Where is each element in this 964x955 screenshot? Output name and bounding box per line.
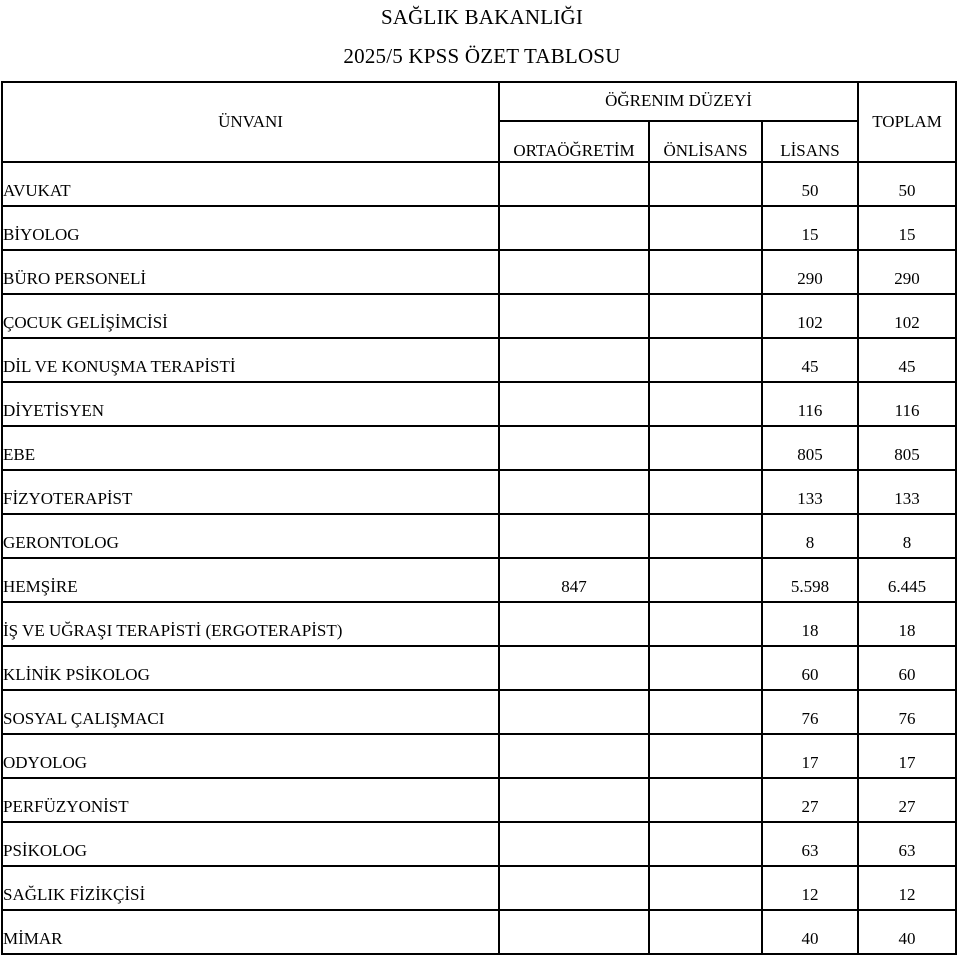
- cell-toplam: 27: [858, 778, 956, 822]
- cell-unvan: SOSYAL ÇALIŞMACI: [2, 690, 499, 734]
- cell-onlisans: [649, 778, 762, 822]
- cell-lisans: 63: [762, 822, 858, 866]
- cell-lisans: 290: [762, 250, 858, 294]
- cell-unvan: BÜRO PERSONELİ: [2, 250, 499, 294]
- cell-toplam: 18: [858, 602, 956, 646]
- table-row: [2, 470, 956, 514]
- cell-onlisans: [649, 866, 762, 910]
- cell-onlisans: [649, 734, 762, 778]
- cell-onlisans: [649, 558, 762, 602]
- cell-toplam: 50: [858, 162, 956, 206]
- cell-unvan: DİYETİSYEN: [2, 382, 499, 426]
- cell-unvan: AVUKAT: [2, 162, 499, 206]
- cell-onlisans: [649, 206, 762, 250]
- cell-lisans: 15: [762, 206, 858, 250]
- cell-lisans: 5.598: [762, 558, 858, 602]
- table-row: [2, 602, 956, 646]
- table-row: [2, 338, 956, 382]
- cell-onlisans: [649, 382, 762, 426]
- table-row: [2, 206, 956, 250]
- cell-onlisans: [649, 162, 762, 206]
- cell-ortaogretim: [499, 294, 649, 338]
- cell-ortaogretim: [499, 382, 649, 426]
- cell-toplam: 805: [858, 426, 956, 470]
- cell-unvan: KLİNİK PSİKOLOG: [2, 646, 499, 690]
- cell-lisans: 27: [762, 778, 858, 822]
- cell-lisans: 45: [762, 338, 858, 382]
- cell-ortaogretim: [499, 646, 649, 690]
- cell-unvan: MİMAR: [2, 910, 499, 954]
- cell-unvan: SAĞLIK FİZİKÇİSİ: [2, 866, 499, 910]
- cell-ortaogretim: [499, 206, 649, 250]
- table-row: [2, 250, 956, 294]
- cell-ortaogretim: [499, 778, 649, 822]
- cell-lisans: 116: [762, 382, 858, 426]
- table-body: [2, 162, 956, 954]
- table-row: [2, 558, 956, 602]
- cell-onlisans: [649, 690, 762, 734]
- cell-toplam: 116: [858, 382, 956, 426]
- table-row: [2, 822, 956, 866]
- table-row: [2, 778, 956, 822]
- cell-toplam: 6.445: [858, 558, 956, 602]
- cell-ortaogretim: [499, 822, 649, 866]
- cell-onlisans: [649, 910, 762, 954]
- cell-onlisans: [649, 822, 762, 866]
- cell-lisans: 12: [762, 866, 858, 910]
- cell-ortaogretim: [499, 162, 649, 206]
- cell-lisans: 17: [762, 734, 858, 778]
- cell-toplam: 290: [858, 250, 956, 294]
- cell-lisans: 18: [762, 602, 858, 646]
- cell-toplam: 40: [858, 910, 956, 954]
- cell-toplam: 63: [858, 822, 956, 866]
- table-row: [2, 162, 956, 206]
- cell-unvan: ÇOCUK GELİŞİMCİSİ: [2, 294, 499, 338]
- summary-table: [1, 81, 957, 955]
- cell-lisans: 805: [762, 426, 858, 470]
- cell-toplam: 102: [858, 294, 956, 338]
- cell-lisans: 76: [762, 690, 858, 734]
- cell-ortaogretim: [499, 602, 649, 646]
- cell-ortaogretim: [499, 690, 649, 734]
- cell-ortaogretim: [499, 734, 649, 778]
- cell-unvan: ODYOLOG: [2, 734, 499, 778]
- table-row: [2, 294, 956, 338]
- cell-onlisans: [649, 338, 762, 382]
- cell-lisans: 133: [762, 470, 858, 514]
- cell-toplam: 15: [858, 206, 956, 250]
- cell-ortaogretim: [499, 338, 649, 382]
- cell-unvan: FİZYOTERAPİST: [2, 470, 499, 514]
- cell-ortaogretim: [499, 250, 649, 294]
- header-ogrenim-duzeyi: ÖĞRENIM DÜZEYİ: [499, 82, 858, 121]
- table-row: [2, 646, 956, 690]
- table-row: [2, 866, 956, 910]
- table-row: [2, 690, 956, 734]
- header-lisans: LİSANS: [762, 121, 858, 162]
- cell-lisans: 102: [762, 294, 858, 338]
- cell-toplam: 76: [858, 690, 956, 734]
- cell-toplam: 17: [858, 734, 956, 778]
- cell-unvan: EBE: [2, 426, 499, 470]
- cell-ortaogretim: 847: [499, 558, 649, 602]
- document-title: SAĞLIK BAKANLIĞI: [380, 5, 584, 29]
- table-row: [2, 514, 956, 558]
- cell-unvan: DİL VE KONUŞMA TERAPİSTİ: [2, 338, 499, 382]
- cell-onlisans: [649, 470, 762, 514]
- header-onlisans: ÖNLİSANS: [649, 121, 762, 162]
- header-toplam: TOPLAM: [858, 82, 956, 162]
- cell-onlisans: [649, 294, 762, 338]
- table-row: [2, 382, 956, 426]
- cell-unvan: BİYOLOG: [2, 206, 499, 250]
- cell-ortaogretim: [499, 426, 649, 470]
- cell-unvan: PERFÜZYONİST: [2, 778, 499, 822]
- cell-onlisans: [649, 426, 762, 470]
- header-unvan: ÜNVANI: [2, 82, 499, 162]
- cell-onlisans: [649, 602, 762, 646]
- cell-onlisans: [649, 514, 762, 558]
- cell-ortaogretim: [499, 514, 649, 558]
- cell-ortaogretim: [499, 866, 649, 910]
- cell-lisans: 50: [762, 162, 858, 206]
- cell-lisans: 8: [762, 514, 858, 558]
- cell-ortaogretim: [499, 910, 649, 954]
- cell-toplam: 8: [858, 514, 956, 558]
- cell-unvan: GERONTOLOG: [2, 514, 499, 558]
- cell-toplam: 133: [858, 470, 956, 514]
- cell-toplam: 60: [858, 646, 956, 690]
- table-row: [2, 426, 956, 470]
- cell-lisans: 60: [762, 646, 858, 690]
- cell-unvan: HEMŞİRE: [2, 558, 499, 602]
- cell-toplam: 45: [858, 338, 956, 382]
- table-row: [2, 910, 956, 954]
- cell-unvan: İŞ VE UĞRAŞI TERAPİSTİ (ERGOTERAPİST): [2, 602, 499, 646]
- table-row: [2, 734, 956, 778]
- cell-lisans: 40: [762, 910, 858, 954]
- header-ortaogretim: ORTAÖĞRETİM: [499, 121, 649, 162]
- cell-onlisans: [649, 646, 762, 690]
- cell-unvan: PSİKOLOG: [2, 822, 499, 866]
- cell-ortaogretim: [499, 470, 649, 514]
- cell-onlisans: [649, 250, 762, 294]
- cell-toplam: 12: [858, 866, 956, 910]
- document-subtitle: 2025/5 KPSS ÖZET TABLOSU: [343, 44, 621, 68]
